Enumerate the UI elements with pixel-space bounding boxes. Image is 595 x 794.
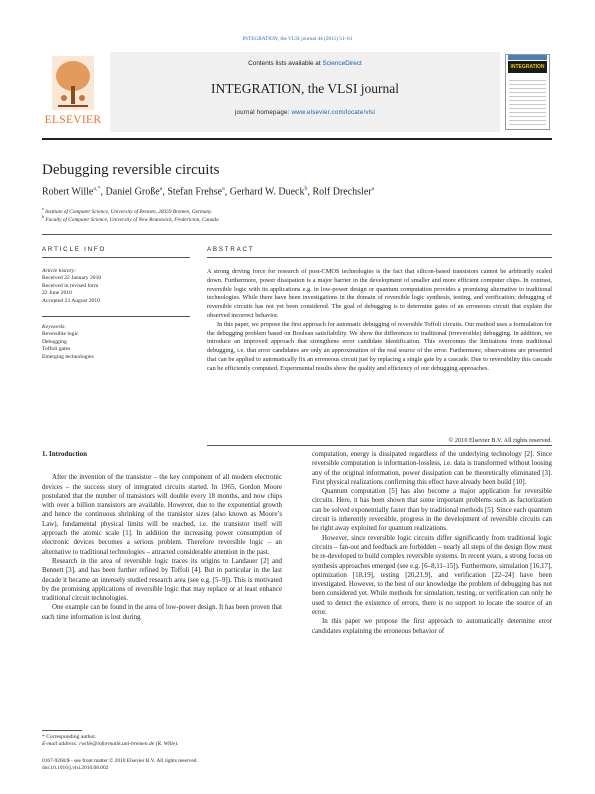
cover-title: INTEGRATION bbox=[508, 61, 547, 73]
author-4-affil: b bbox=[304, 186, 308, 192]
footnote bbox=[42, 734, 282, 749]
keyword-item: Toffoli gates bbox=[42, 346, 71, 353]
footnote-email[interactable]: E-mail address: rwille@informatik.uni-bremen.de (R. Wille). bbox=[42, 741, 179, 748]
affiliation-divider bbox=[42, 234, 552, 235]
sciencedirect-link[interactable]: ScienceDirect bbox=[322, 60, 362, 67]
affiliation-b-marker: b bbox=[42, 214, 44, 219]
author-2[interactable]: Daniel Große bbox=[105, 186, 160, 198]
header-divider bbox=[42, 138, 552, 140]
footnote-rule bbox=[42, 730, 82, 731]
author-5[interactable]: Rolf Drechsler bbox=[312, 186, 372, 198]
cover-top-band bbox=[508, 55, 547, 60]
affiliation-b bbox=[42, 214, 219, 223]
journal-title: INTEGRATION, the VLSI journal bbox=[211, 81, 399, 96]
author-2-affil: a bbox=[159, 186, 163, 192]
author-1-affil: a,* bbox=[93, 186, 101, 192]
article-info-rule bbox=[42, 257, 190, 258]
abstract-heading: ABSTRACT bbox=[207, 246, 255, 253]
keyword-item: Reversible logic bbox=[42, 331, 79, 338]
body-paragraph: After the invention of the transistor – the key component of all modern electronic devices – the success story of integrated circuits started. In 1965, Gordon Moore postulated that the number of transistors will double every 18 months, and now chips with over a billion transistors are available. However, due to the exponential growth and hence the continuous shrinking of the transistor sizes (also known as Moore’s Law), fundamental physical limits will be reached, i.e. the transistor itself will approach the atomic scale [1]. In addition the increasing power consumption of electronic devices becomes a serious problem. Therefore reversible logic – an alternative to traditional technologies – attracted considerable attention in the past. bbox=[42, 474, 282, 556]
keywords-rule bbox=[42, 316, 190, 317]
author-1[interactable]: Robert Wille bbox=[42, 186, 94, 198]
body-column-right bbox=[312, 450, 552, 636]
abstract-paragraph-1: A strong driving force for research of post-CMOS technologies is the fact that silicon-based transistors cannot be arbitrarily scaled down. Furthermore, power dissipation is a major barrier in the development of smaller and more efficient computer chips. In contrast, reversible logic with its applications e.g. in low-power design or quantum computation provides a promising alternative to traditional technologies. While there have been investigations in the domain of reversible logic synthesis, testing, and verification; debugging of reversible circuits has not yet been considered. The goal of debugging is to determine gates of an erroneous circuit that explain the observed incorrect behavior. bbox=[207, 268, 552, 319]
running-head: INTEGRATION, the VLSI journal 44 (2011) 51–61 bbox=[242, 36, 353, 42]
history-item: 22 June 2010 bbox=[42, 290, 72, 297]
article-info-heading: ARTICLE INFO bbox=[42, 246, 107, 253]
body-paragraph: Research in the area of reversible logic traces its origins to Landauer [2] and Bennett [3], and has been further refined by Toffoli [4]. But in particular in the last decade it became an intensely studied research area (see e.g. [5–9]). This is motivated by the promising applications of reversible logic that may replace or at least enhance traditional circuit technologies. bbox=[42, 557, 282, 603]
history-item: Received in revised form bbox=[42, 282, 99, 289]
author-3[interactable]: Stefan Frehse bbox=[167, 186, 223, 198]
affiliation-a-text: Institute of Computer Science, University of Bremen, 28359 Bremen, Germany bbox=[45, 208, 212, 215]
abstract-bottom-rule bbox=[207, 445, 552, 446]
history-label: Article history: bbox=[42, 268, 77, 274]
paper-title: Debugging reversible circuits bbox=[42, 162, 220, 178]
journal-header bbox=[42, 52, 552, 132]
journal-cover-thumbnail bbox=[505, 54, 550, 130]
homepage-link[interactable]: www.elsevier.com/locate/vlsi bbox=[291, 109, 376, 116]
keywords bbox=[42, 324, 182, 361]
history-item: Accepted 23 August 2010 bbox=[42, 297, 100, 304]
body-paragraph: Quantum computation [5] has also become a major application for reversible circuits. Here, it has been shown that some important problems such as factorization can be solved exponentially faster than by traditional methods [5]. Since each quantum circuit is inherently reversible, progress in the development of reversible circuits can be right away exploited for quantum realizations. bbox=[312, 488, 552, 533]
author-4[interactable]: Gerhard W. Dueck bbox=[229, 186, 305, 198]
author-list: Robert Wille$^{a,*}$, Daniel Große$^a$, Stefan Frehse$^a$, Gerhard W. Dueck$^b$, Rolf Drechsler$^a$ bbox=[42, 186, 375, 198]
body-paragraph: One example can be found in the area of low-power design. It has been proven that each time information is lost during bbox=[42, 604, 282, 621]
affiliation-a-marker: a bbox=[42, 206, 44, 211]
copyright-notice: © 2010 Elsevier B.V. All rights reserved. bbox=[448, 437, 552, 444]
abstract-rule bbox=[207, 257, 552, 258]
keyword-item: Emerging technologies bbox=[42, 353, 94, 360]
keyword-item: Debugging bbox=[42, 338, 67, 345]
keywords-label: Keywords: bbox=[42, 324, 67, 330]
author-5-affil: a bbox=[371, 186, 375, 192]
elsevier-wordmark: ELSEVIER bbox=[44, 114, 102, 126]
affiliation-b-text: Faculty of Computer Science, University of New Brunswick, Fredericton, Canada bbox=[45, 216, 219, 223]
author-3-affil: a bbox=[222, 186, 225, 192]
history-item: Received 22 January 2010 bbox=[42, 275, 102, 282]
body-paragraph: However, since reversible logic circuits differ significantly from traditional logic circuits – fan-out and feedback are forbidden – nearly all steps of the design flow must be re-developed to build complex reversible systems. In recent years, a strong focus on synthesis approaches emerged (see e.g. [6–8,11–15]). Furthermore, simulation [16,17], optimization [18,19], testing [20,21,9], and verification [22–24] have been investigated. However, to the best of our knowledge the problem of debugging has not been considered yet. While methods for simulation, testing, or verification can only be used to detect the existence of errors, there is no support to locate the source of an error. bbox=[312, 534, 552, 617]
footnote-corresponding: * Corresponding author. bbox=[42, 734, 97, 740]
elsevier-tree-icon bbox=[52, 56, 94, 110]
contents-line bbox=[110, 60, 500, 67]
abstract-body bbox=[207, 268, 552, 374]
body-column-left bbox=[42, 450, 282, 622]
contents-prefix: Contents lists available at bbox=[248, 60, 323, 67]
elsevier-logo bbox=[42, 54, 104, 130]
abstract-paragraph-2: In this paper, we propose the first approach for automatic debugging of reversible Toffoli circuits. Our method uses a formulation for the debugging problem based on Boolean satisfiability. We show the differences to traditional (irreversible) debugging. In addition, we introduce an improved approach that strengthens error candidate identification. This overcomes the limitations from traditional debugging, i.e. that error candidates are only an approximation of the real source of the error. Furthermore, observations are presented that can be applied to automatically fix an erroneous circuit just by replacing a single gate by a cascade. Due to reversibility this cascade can be efficiently computed. Experimental results show the quality and efficiency of our debugging approaches. bbox=[207, 320, 552, 372]
homepage-line bbox=[110, 109, 500, 116]
doi-line[interactable]: doi:10.1016/j.vlsi.2010.08.002 bbox=[42, 765, 109, 771]
cover-contents bbox=[509, 77, 546, 125]
section-title-introduction: 1. Introduction bbox=[42, 450, 87, 458]
article-history bbox=[42, 268, 182, 305]
body-paragraph: In this paper we propose the first approach to automatically determine error candidates explaining the erroneous behavior of bbox=[312, 618, 552, 635]
bottom-metadata bbox=[42, 758, 198, 772]
journal-banner bbox=[110, 52, 500, 132]
homepage-prefix: journal homepage: bbox=[234, 109, 292, 116]
body-paragraph: computation, energy is dissipated regardless of the underlying technology [2]. Since reversible computation is information-lossless, i.e. data is transformed without loosing any of the original information, power dissipation can be theoretically eliminated [3]. First physical realizations confirming this effect have already been build [10]. bbox=[312, 451, 552, 486]
issn-line: 0167-9260/$ - see front matter © 2010 Elsevier B.V. All rights reserved. bbox=[42, 758, 198, 764]
